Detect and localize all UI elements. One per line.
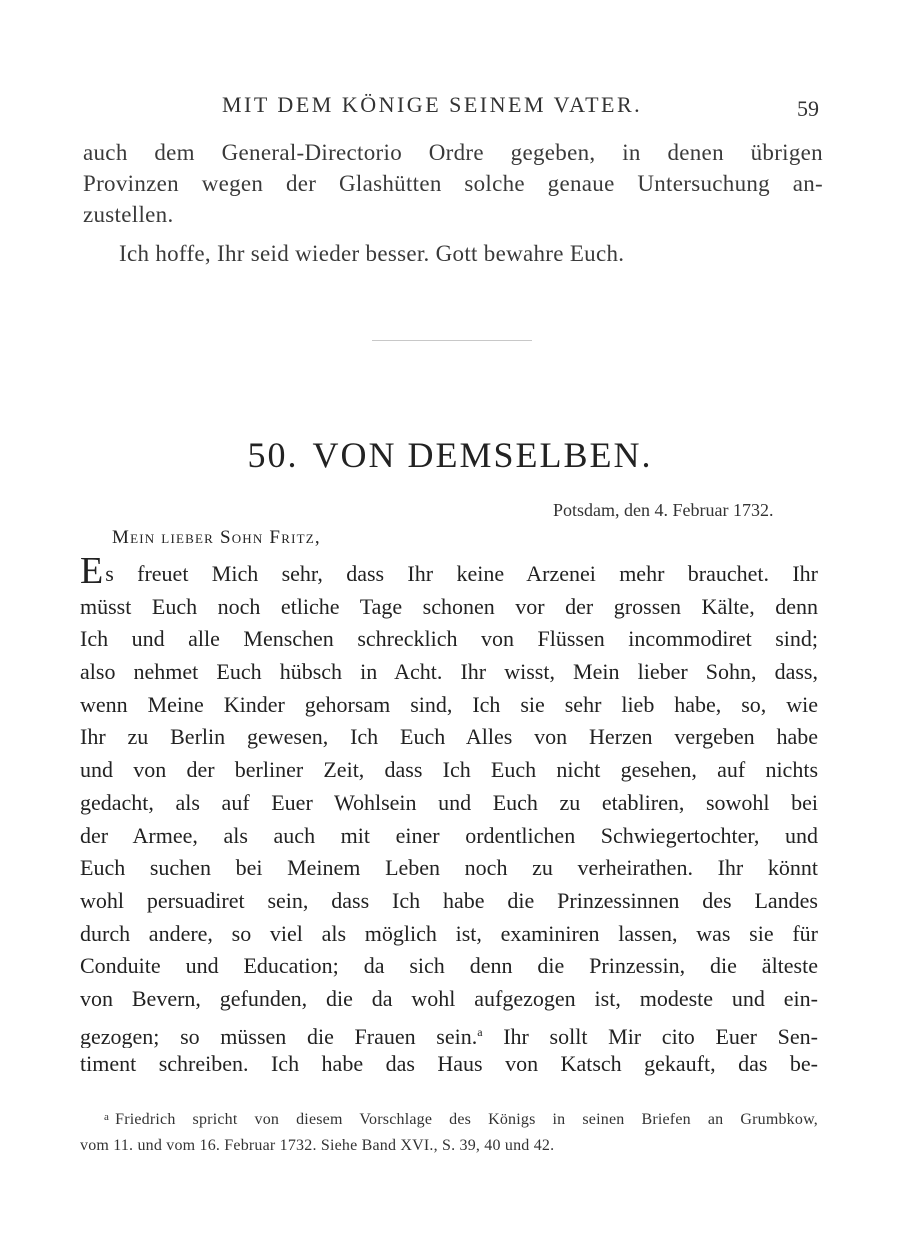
text-line: durch andere, so viel als möglich ist, examiniren lassen, was sie für xyxy=(80,920,818,946)
text-line: der Armee, als auch mit einer ordentlichen Schwiegertochter, und xyxy=(80,822,818,848)
running-header xyxy=(0,92,900,122)
letter-body xyxy=(80,558,818,1081)
footnote xyxy=(80,1104,818,1159)
footnote-letter: a xyxy=(104,1111,110,1123)
text-line-content: gezogen; so müssen die Frauen sein. xyxy=(80,1023,478,1049)
text-line: also nehmet Euch hübsch in Acht. Ihr wisst, Mein lieber Sohn, dass, xyxy=(80,659,818,685)
text-line xyxy=(80,1016,818,1049)
text-line-content: Ihr sollt Mir cito Euer Sen- xyxy=(482,1023,818,1049)
section-divider xyxy=(372,340,532,341)
drop-initial: E xyxy=(80,558,104,591)
place-date: Potsdam, den 4. Februar 1732. xyxy=(553,500,774,520)
text-line: gedacht, als auf Euer Wohlsein und Euch zu etabliren, sowohl bei xyxy=(80,789,818,815)
previous-letter-ending xyxy=(83,137,823,269)
page-number: 59 xyxy=(797,96,819,121)
text-line: wenn Meine Kinder gehorsam sind, Ich sie sehr lieb habe, so, wie xyxy=(80,691,818,717)
text-line: von Bevern, gefunden, die da wohl aufgezogen ist, modeste und ein- xyxy=(80,985,818,1011)
text-line: timent schreiben. Ich habe das Haus von Katsch gekauft, das be- xyxy=(80,1051,818,1077)
letter-title: VON DEMSELBEN. xyxy=(312,435,653,475)
text-line: auch dem General-Directorio Ordre gegeben, in denen übrigen xyxy=(83,140,823,165)
text-line: Ich und alle Menschen schrecklich von Flüssen incommodiret sind; xyxy=(80,626,818,652)
footnote-text: Friedrich spricht von diesem Vorschlage des Königs in seinen Briefen an Grumbkow, xyxy=(115,1111,818,1128)
text-line: Euch suchen bei Meinem Leben noch zu verheirathen. Ihr könnt xyxy=(80,855,818,881)
text-line: zustellen. xyxy=(83,202,174,227)
letter-heading xyxy=(0,434,900,476)
text-line: und von der berliner Zeit, dass Ich Euch nicht gesehen, auf nichts xyxy=(80,757,818,783)
text-line xyxy=(80,558,818,591)
letter-number: 50. xyxy=(247,435,299,475)
text-line: müsst Euch noch etliche Tage schonen vor der grossen Kälte, denn xyxy=(80,593,818,619)
text-line: Conduite und Education; da sich denn die Prinzessin, die älteste xyxy=(80,953,818,979)
text-line: Provinzen wegen der Glashütten solche genaue Untersuchung an- xyxy=(83,171,823,196)
salutation: Mein lieber Sohn Fritz, xyxy=(112,527,321,548)
footnote-marker: a xyxy=(477,1024,483,1039)
text-line-content: s freuet Mich sehr, dass Ihr keine Arzenei mehr brauchet. Ihr xyxy=(105,561,818,586)
text-line: wohl persuadiret sein, dass Ich habe die Prinzessinnen des Landes xyxy=(80,887,818,913)
text-line: Ihr zu Berlin gewesen, Ich Euch Alles von Herzen vergeben habe xyxy=(80,724,818,750)
footnote-line xyxy=(80,1104,818,1133)
previous-closing: Ich hoffe, Ihr seid wieder besser. Gott bewahre Euch. xyxy=(119,241,625,266)
previous-paragraph xyxy=(83,137,823,230)
footnote-line: vom 11. und vom 16. Februar 1732. Siehe Band XVI., S. 39, 40 und 42. xyxy=(80,1137,555,1154)
running-title: MIT DEM KÖNIGE SEINEM VATER. xyxy=(222,92,643,117)
